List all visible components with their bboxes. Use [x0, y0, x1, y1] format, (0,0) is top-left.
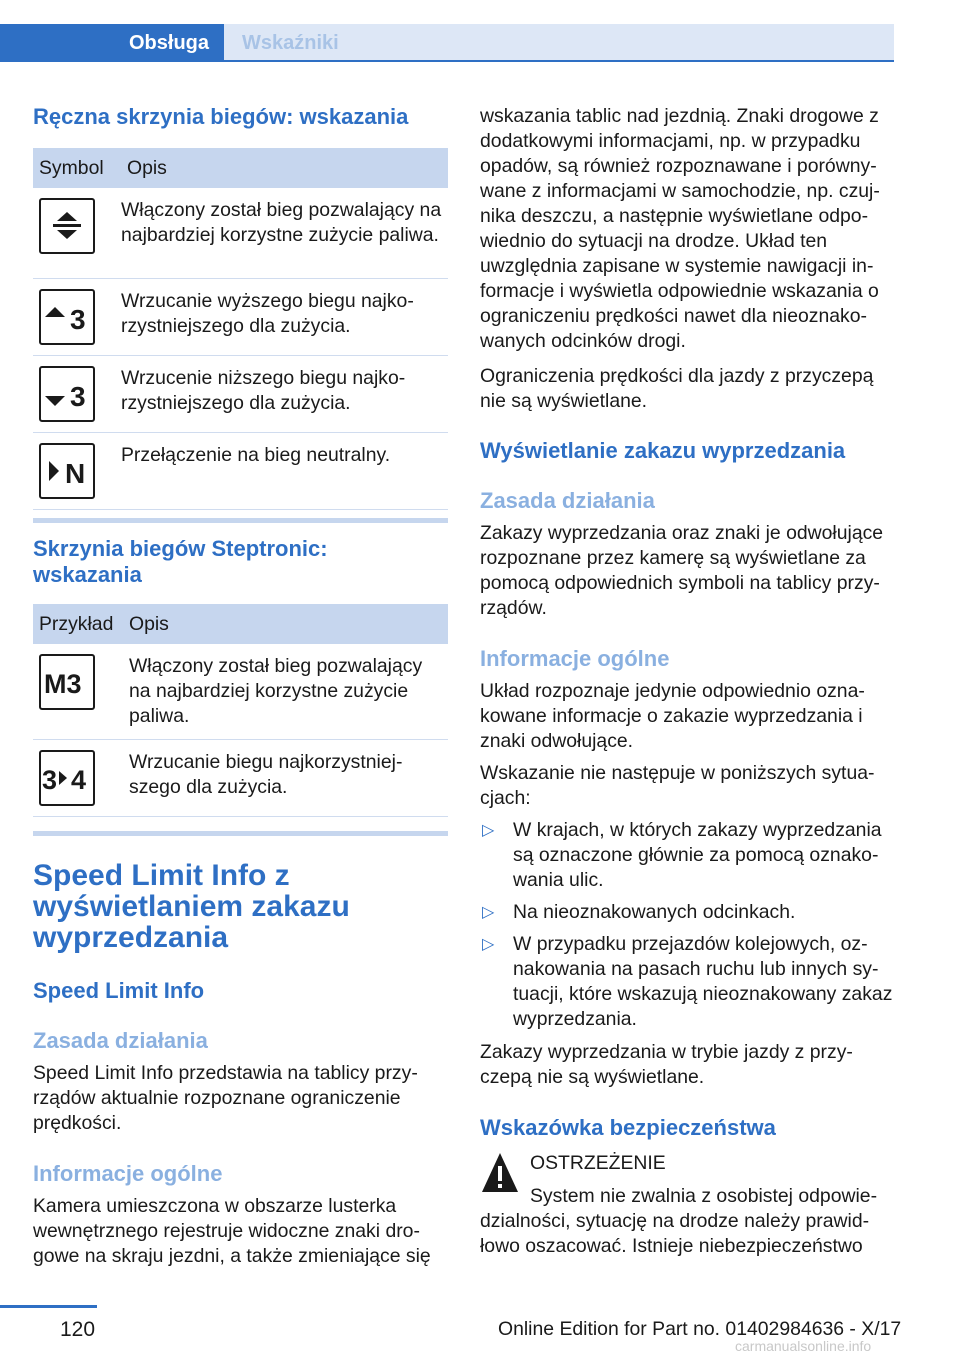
- table-row: [33, 432, 448, 509]
- list-item: ▷ W przypadku przejazdów kolejowych, oznakowania na pasach ruchu lub innych sytuacji, które wskazują nieoznakowany zakaz wyprzedzania.: [482, 933, 893, 1030]
- tab-wskazniki[interactable]: Wskaźniki: [224, 24, 894, 62]
- manual-gear-table: [33, 148, 448, 523]
- shift-3-4-icon: [39, 750, 95, 806]
- speed-limit-principle-title: Zasada działania: [33, 1028, 208, 1053]
- symbol-text: 3: [70, 303, 86, 335]
- steptronic-table: [33, 604, 448, 836]
- table-header-row: [33, 148, 448, 188]
- shift-up-3-icon: [39, 289, 95, 345]
- no-overtaking-general-title: Informacje ogólne: [480, 646, 670, 671]
- watermark: carmanualsonline.info: [735, 1338, 872, 1354]
- triangle-bullet-icon: ▷: [482, 822, 495, 839]
- symbol-text: N: [65, 457, 86, 489]
- row-description: Przełączenie na bieg neutralny.: [121, 432, 448, 509]
- table-row: [33, 644, 448, 740]
- footer-divider: [0, 1305, 97, 1308]
- symbol-from: 3: [42, 765, 58, 795]
- triangle-bullet-icon: ▷: [482, 904, 495, 921]
- row-description: Wrzucenie niższego biegu najkorzystniejszego dla zużycia.: [121, 355, 448, 432]
- speed-limit-principle-text: Speed Limit Info przedstawia na tablicy przyrządów aktualnie rozpoznane ograniczenie prędkości.: [33, 1062, 418, 1134]
- page-number: 120: [60, 1318, 96, 1341]
- table-row: [33, 355, 448, 432]
- speed-limit-general-title: Informacje ogólne: [33, 1161, 223, 1186]
- table-header-row: [33, 604, 448, 644]
- no-overtaking-trailer-text: Zakazy wyprzedzania w trybie jazdy z przyczepą nie są wyświetlane.: [480, 1041, 853, 1088]
- edition-text: Online Edition for Part no. 01402984636 - X/17: [498, 1318, 902, 1340]
- no-overtaking-principle-text: Zakazy wyprzedzania oraz znaki je odwołujące rozpoznane przez kamerę są wyświetlane za pomocą odpowiednich symboli na tablicy przyrządów.: [480, 522, 884, 619]
- row-description: Wrzucanie wyższego biegu najkorzystniejszego dla zużycia.: [121, 278, 448, 355]
- header-bar: [0, 0, 960, 62]
- no-overtaking-principle-title: Zasada działania: [480, 488, 655, 513]
- speed-limit-title: Speed Limit Info: [33, 978, 205, 1003]
- speed-limit-trailer-text: Ograniczenia prędkości dla jazdy z przyczepą nie są wyświetlane.: [480, 365, 874, 412]
- table-row: [33, 188, 448, 278]
- speed-limit-general-text-continued: wskazania tablic nad jezdnią. Znaki drogowe z dodatkowymi informacjami, np. w przypadku opadów, są również rozpoznawane i porównywane z informacjami w samochodzie, np. czujnika deszczu, a następnie wyświetlane odpowiednio do sytuacji na drodze. Układ ten uwzględnia zapisane w systemie nawigacji informacje i wyświetla odpowiednie wskazania o ograniczeniu prędkości nawet dla nieoznakowanych odcinków drogi.: [480, 105, 880, 352]
- column-header-przyklad: Przykład: [33, 604, 121, 644]
- column-header-symbol: Symbol: [33, 148, 121, 188]
- table-row: [33, 278, 448, 355]
- m3-icon: [39, 654, 95, 710]
- situations-list: [480, 818, 900, 1032]
- table-end-bar: [33, 518, 448, 523]
- list-item: ▷ Na nieoznakowanych odcinkach.: [482, 901, 796, 923]
- warning-label: OSTRZEŻENIE: [530, 1152, 666, 1174]
- row-description: Wrzucanie biegu najkorzystniejszego dla zużycia.: [121, 740, 448, 817]
- shift-down-3-icon: [39, 366, 95, 422]
- gear-optimum-icon: [39, 198, 95, 254]
- speed-limit-general-text: Kamera umieszczona w obszarze lusterka wewnętrznego rejestruje widoczne znaki drogowe na skraju jezdni, a także zmieniające się: [33, 1195, 431, 1267]
- triangle-bullet-icon: ▷: [482, 936, 495, 953]
- table-end-bar: [33, 831, 448, 836]
- main-title: Speed Limit Info z wyświetlaniem zakazu wyprzedzania: [33, 859, 350, 954]
- symbol-to: 4: [71, 765, 87, 795]
- list-item: ▷ W krajach, w których zakazy wyprzedzania są oznaczone głównie za pomocą oznakowania ulic.: [482, 819, 882, 891]
- row-description: Włączony został bieg pozwalający na najbardziej korzystne zużycie paliwa.: [121, 644, 448, 740]
- header-divider: [0, 60, 894, 62]
- symbol-text: M3: [44, 669, 82, 699]
- safety-title: Wskazówka bezpieczeństwa: [480, 1115, 776, 1140]
- row-description: Włączony został bieg pozwalający na najbardziej korzystne zużycie paliwa.: [121, 188, 448, 278]
- situations-intro: Wskazanie nie następuje w poniższych sytuacjach:: [480, 762, 875, 809]
- neutral-icon: [39, 443, 95, 499]
- table-row: [33, 740, 448, 817]
- column-header-opis: Opis: [121, 604, 448, 644]
- tab-obsluga[interactable]: Obsługa: [0, 24, 224, 62]
- manual-table-title: Ręczna skrzynia biegów: wskazania: [33, 104, 409, 129]
- column-header-opis: Opis: [121, 148, 448, 188]
- no-overtaking-general-text: Układ rozpoznaje jedynie odpowiednio oznakowane informacje o zakazie wyprzedzania i znaki odwołujące.: [480, 680, 865, 752]
- no-overtaking-title: Wyświetlanie zakazu wyprzedzania: [480, 438, 846, 463]
- symbol-text: 3: [70, 380, 86, 412]
- warning-text: System nie zwalnia z osobistej odpowiedzialności, sytuację na drodze należy prawidłowo oszacować. Istnieje niebezpieczeństwo: [480, 1185, 878, 1257]
- steptronic-table-title: Skrzynia biegów Steptronic: wskazania: [33, 536, 328, 587]
